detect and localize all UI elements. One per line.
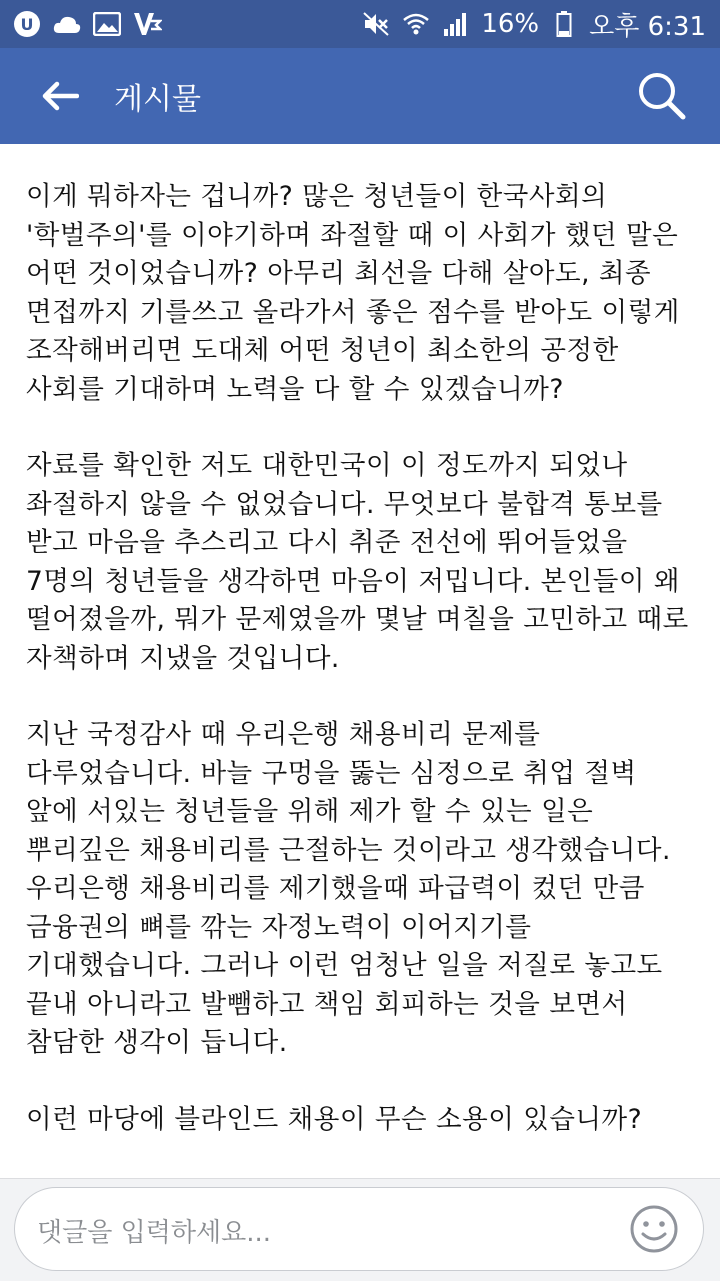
post-paragraph-2: 자료를 확인한 저도 대한민국이 이 정도까지 되었나 좌절하지 않을 수 없었습니다. 무엇보다 불합격 통보를 받고 마음을 추스리고 다시 취준 전선에 뛰어들었을 7명의 청년들을 생각하면 마음이 저밉니다. 본인들이 왜 떨어졌을까, 뭐가 문제였을까 몇날 며칠을 고민하고 때로 자책하며 지냈을 것입니다. [26, 450, 689, 674]
mute-icon [361, 9, 391, 39]
gallery-icon [92, 9, 122, 39]
status-right [361, 6, 720, 43]
svg-text:U: U [20, 15, 34, 34]
v-app-icon [132, 9, 162, 39]
cloud-icon [52, 9, 82, 39]
app-bar [0, 48, 720, 144]
post-paragraph-4: 이런 마당에 블라인드 채용이 무슨 소용이 있습니까? [26, 1103, 643, 1135]
page-title: 게시물 [114, 82, 201, 117]
battery-percent: 16% [481, 9, 540, 39]
post-body [0, 144, 720, 1139]
status-left [0, 9, 162, 39]
post-paragraph-1: 이게 뭐하자는 겁니까? 많은 청년들이 한국사회의 '학벌주의'를 이야기하며 좌절할 때 이 사회가 했던 말은 어떤 것이었습니까? 아무리 최선을 다해 살아도, 최종 면접까지 기를쓰고 올라가서 좋은 점수를 받아도 이렇게 조작해버리면 도대체 어떤 청년이 최소한의 공정한 사회를 기대하며 노력을 다 할 수 있겠습니까? [26, 181, 680, 405]
comment-bar [0, 1178, 720, 1281]
post-content[interactable] [0, 144, 720, 1178]
app-u-icon [12, 9, 42, 39]
search-icon [637, 71, 687, 121]
clock: 오후 6:31 [589, 11, 706, 42]
comment-placeholder: 댓글을 입력하세요... [37, 1218, 271, 1248]
signal-icon [441, 9, 471, 39]
status-bar [0, 0, 720, 48]
back-button[interactable] [20, 48, 100, 144]
wifi-icon [401, 9, 431, 39]
comment-input[interactable] [14, 1187, 704, 1271]
emoji-icon [627, 1202, 681, 1256]
search-button[interactable] [634, 68, 690, 124]
battery-icon [549, 9, 579, 39]
post-paragraph-3: 지난 국정감사 때 우리은행 채용비리 문제를 다루었습니다. 바늘 구멍을 뚫는 심정으로 취업 절벽 앞에 서있는 청년들을 위해 제가 할 수 있는 일은 뿌리깊은 채용비리를 근절하는 것이라고 생각했습니다. 우리은행 채용비리를 제기했을때 파급력이 컸던 만큼 금융권의 뼈를 깎는 자정노력이 이어지기를 기대했습니다. 그러나 이런 엄청난 일을 저질로 놓고도 끝내 아니라고 발뺌하고 책임 회피하는 것을 보면서 참담한 생각이 듭니다. [26, 719, 671, 1058]
back-arrow-icon [41, 80, 79, 112]
emoji-button[interactable] [627, 1202, 681, 1256]
